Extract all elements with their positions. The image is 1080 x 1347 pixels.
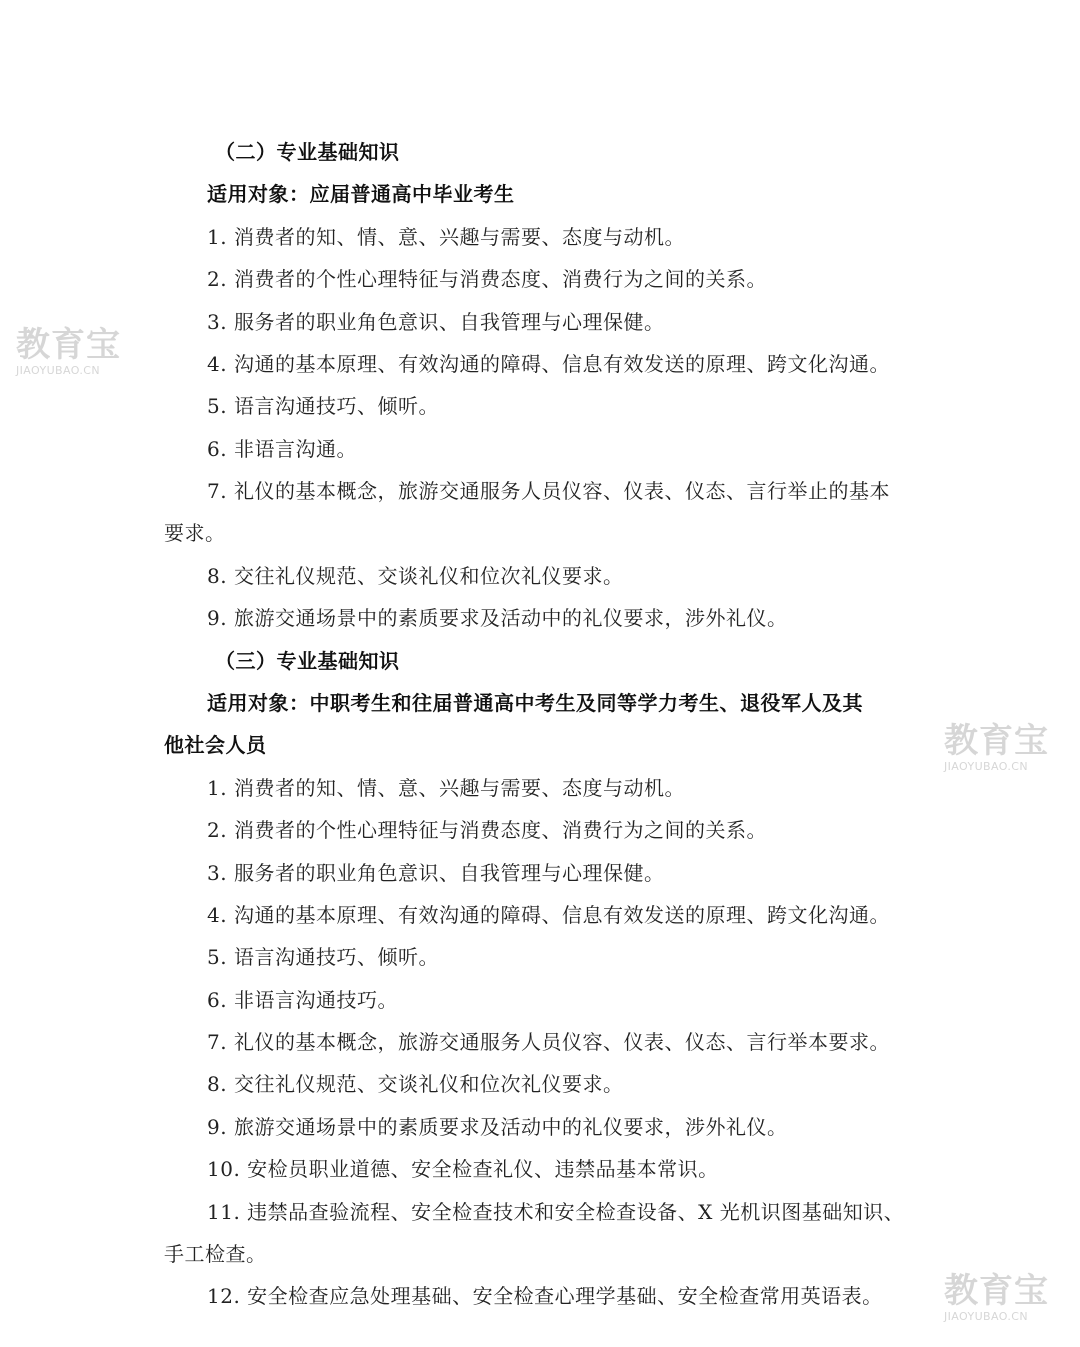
section-2-item-6: 6. 非语言沟通。 [207, 437, 357, 461]
section-3-item-12: 12. 安全检查应急处理基础、安全检查心理学基础、安全检查常用英语表。 [207, 1284, 883, 1308]
watermark-cn-text: 教育宝 [944, 721, 1049, 761]
section-2-item-7-cont: 要求。 [164, 521, 226, 545]
section-3-item-3: 3. 服务者的职业角色意识、自我管理与心理保健。 [207, 861, 665, 885]
section-3-heading: （三）专业基础知识 [215, 649, 400, 673]
watermark-en-text: JIAOYUBAO.CN [944, 1310, 1028, 1323]
watermark-en-text: JIAOYUBAO.CN [16, 364, 100, 377]
section-2-item-2: 2. 消费者的个性心理特征与消费态度、消费行为之间的关系。 [207, 267, 767, 291]
section-3-item-6: 6. 非语言沟通技巧。 [207, 988, 398, 1012]
section-3-item-8: 8. 交往礼仪规范、交谈礼仪和位次礼仪要求。 [207, 1072, 624, 1096]
watermark-en-text: JIAOYUBAO.CN [944, 760, 1028, 773]
section-2-item-1: 1. 消费者的知、情、意、兴趣与需要、态度与动机。 [207, 225, 685, 249]
section-2-item-8: 8. 交往礼仪规范、交谈礼仪和位次礼仪要求。 [207, 564, 624, 588]
watermark-logo [944, 1272, 1062, 1330]
section-2-heading: （二）专业基础知识 [215, 140, 400, 164]
section-2-item-4: 4. 沟通的基本原理、有效沟通的障碍、信息有效发送的原理、跨文化沟通。 [207, 352, 890, 376]
watermark-cn-text: 教育宝 [16, 325, 121, 365]
section-2-item-9: 9. 旅游交通场景中的素质要求及活动中的礼仪要求，涉外礼仪。 [207, 606, 788, 630]
watermark-logo [16, 326, 134, 384]
section-2-item-7: 7. 礼仪的基本概念，旅游交通服务人员仪容、仪表、仪态、言行举止的基本 [207, 479, 890, 503]
section-3-item-2: 2. 消费者的个性心理特征与消费态度、消费行为之间的关系。 [207, 818, 767, 842]
section-2-item-3: 3. 服务者的职业角色意识、自我管理与心理保健。 [207, 310, 665, 334]
watermark-logo [944, 722, 1062, 780]
section-3-item-9: 9. 旅游交通场景中的素质要求及活动中的礼仪要求，涉外礼仪。 [207, 1115, 788, 1139]
section-3-target-line-1: 适用对象：中职考生和往届普通高中考生及同等学力考生、退役军人及其 [207, 691, 863, 715]
section-3-item-5: 5. 语言沟通技巧、倾听。 [207, 945, 439, 969]
section-2-item-5: 5. 语言沟通技巧、倾听。 [207, 394, 439, 418]
section-3-item-7: 7. 礼仪的基本概念，旅游交通服务人员仪容、仪表、仪态、言行举本要求。 [207, 1030, 890, 1054]
section-3-item-10: 10. 安检员职业道德、安全检查礼仪、违禁品基本常识。 [207, 1157, 719, 1181]
section-3-item-11-cont: 手工检查。 [164, 1242, 267, 1266]
watermark-cn-text: 教育宝 [944, 1271, 1049, 1311]
section-3-target-line-2: 他社会人员 [164, 733, 267, 757]
section-2-target: 适用对象：应届普通高中毕业考生 [207, 182, 515, 206]
section-3-item-1: 1. 消费者的知、情、意、兴趣与需要、态度与动机。 [207, 776, 685, 800]
section-3-item-4: 4. 沟通的基本原理、有效沟通的障碍、信息有效发送的原理、跨文化沟通。 [207, 903, 890, 927]
section-3-item-11: 11. 违禁品查验流程、安全检查技术和安全检查设备、X 光机识图基础知识、 [207, 1200, 905, 1224]
